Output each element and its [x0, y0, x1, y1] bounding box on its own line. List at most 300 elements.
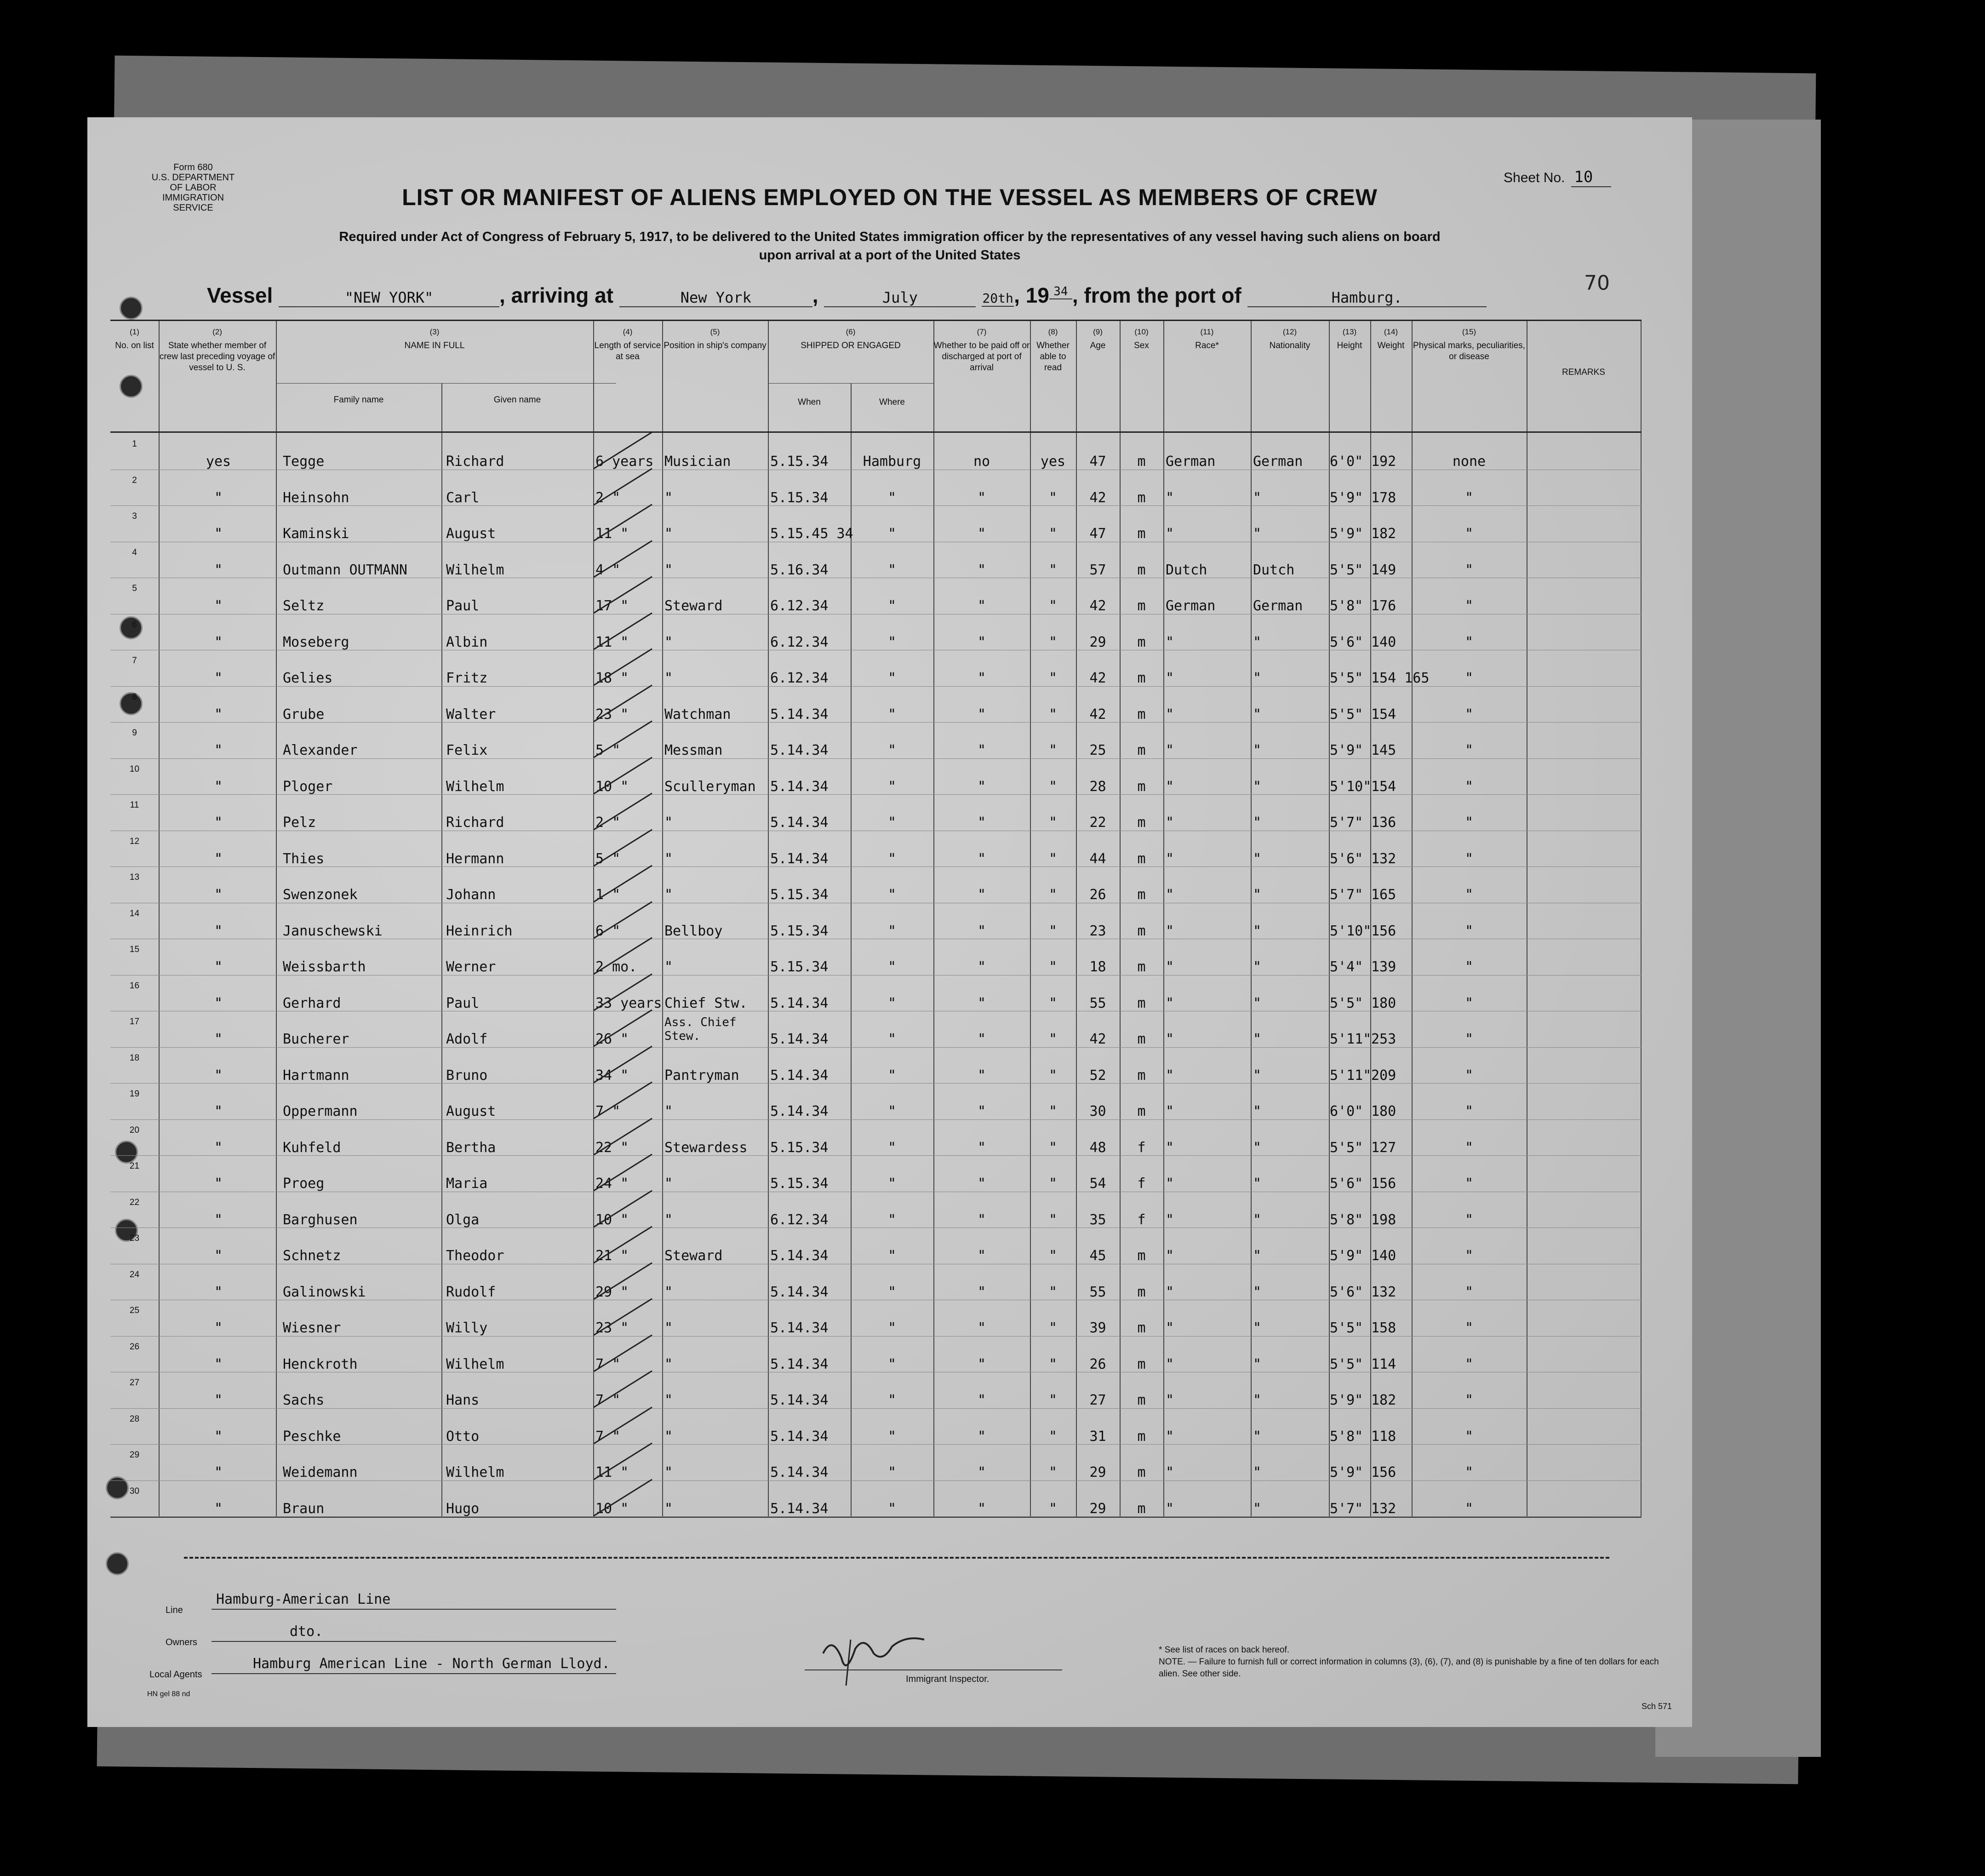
arrival-month: July: [824, 289, 976, 307]
header-number: (10): [1134, 327, 1149, 336]
row-number: 28: [129, 1414, 140, 1424]
cell-physical-marks: ": [1464, 1139, 1474, 1156]
line-underline: [212, 1609, 616, 1610]
header-given-name: Given name: [493, 395, 541, 405]
cell-state: ": [214, 706, 223, 723]
header-number: (3): [429, 327, 440, 336]
cell-paid-off: ": [977, 1103, 986, 1119]
table-row: [110, 1302, 1641, 1339]
cell-nationality: ": [1253, 670, 1262, 686]
cell-where: ": [887, 815, 897, 831]
cell-height: 5'8": [1330, 1211, 1363, 1228]
cell-where: ": [887, 1356, 897, 1372]
cell-nationality: ": [1253, 959, 1262, 975]
cell-height: 5'10": [1330, 923, 1372, 939]
cell-length-service: 33 years: [595, 995, 662, 1011]
cell-able-to-read: ": [1048, 634, 1058, 650]
table-row: [110, 436, 1641, 472]
cell-paid-off: ": [977, 815, 986, 831]
inspector-label: Immigrant Inspector.: [906, 1674, 990, 1684]
header-number: (7): [977, 327, 987, 336]
cell-position: ": [664, 1211, 673, 1228]
cell-race: ": [1166, 778, 1174, 795]
cell-family-name: Grube: [283, 706, 325, 723]
header-number: (11): [1200, 327, 1214, 336]
cell-sex: m: [1137, 453, 1146, 470]
cell-weight: 182: [1371, 526, 1396, 542]
header-race: [1163, 327, 1251, 351]
cell-paid-off: ": [977, 1464, 986, 1480]
departure-port: Hamburg.: [1247, 289, 1487, 307]
cell-given-name: Wilhelm: [446, 1464, 504, 1480]
header-number: (12): [1282, 327, 1297, 336]
form-department: U.S. DEPARTMENT OF LABOR: [151, 172, 235, 193]
cell-length-service: 24 ": [595, 1176, 629, 1192]
cell-height: 5'5": [1330, 995, 1363, 1011]
cell-sex: m: [1137, 742, 1146, 758]
table-row: [110, 653, 1641, 689]
cell-state: ": [214, 634, 223, 650]
cell-height: 5'5": [1330, 706, 1363, 723]
cell-able-to-read: ": [1048, 706, 1058, 723]
cell-state: ": [214, 742, 223, 758]
cell-race: ": [1166, 1103, 1174, 1119]
cell-paid-off: ": [977, 995, 986, 1011]
cell-length-service: 6 ": [595, 923, 621, 939]
cell-physical-marks: ": [1464, 1211, 1474, 1228]
cell-physical-marks: ": [1464, 815, 1474, 831]
cell-position: ": [664, 1320, 673, 1336]
page-title: LIST OR MANIFEST OF ALIENS EMPLOYED ON THE VESSEL AS MEMBERS OF CREW: [402, 184, 1378, 210]
cell-physical-marks: ": [1464, 1031, 1474, 1047]
cell-position: Steward: [664, 1248, 723, 1264]
row-number: 20: [129, 1125, 140, 1135]
cell-paid-off: ": [977, 1392, 986, 1408]
cell-state: ": [214, 1500, 223, 1517]
cell-when: 5.14.34: [770, 706, 829, 723]
cell-given-name: Fritz: [446, 670, 488, 686]
header-text: Race*: [1195, 341, 1219, 350]
cell-race: ": [1166, 489, 1174, 506]
cell-physical-marks: ": [1464, 634, 1474, 650]
cell-given-name: Willy: [446, 1320, 488, 1336]
header-text: SHIPPED OR ENGAGED: [801, 341, 901, 350]
cell-sex: m: [1137, 923, 1146, 939]
cell-race: ": [1166, 1248, 1174, 1264]
cell-physical-marks: ": [1464, 850, 1474, 867]
cell-given-name: Rudolf: [446, 1284, 496, 1300]
cell-physical-marks: ": [1464, 995, 1474, 1011]
header-text: No. on list: [115, 341, 154, 350]
vessel-label: Vessel: [207, 283, 273, 307]
cell-height: 5'9": [1330, 1248, 1363, 1264]
cell-state: ": [214, 1464, 223, 1480]
cell-length-service: 5 ": [595, 850, 621, 867]
cell-position: Chief Stw.: [664, 995, 748, 1011]
cell-position: Ass. Chief Stew.: [664, 1015, 737, 1043]
cell-able-to-read: ": [1048, 670, 1058, 686]
cell-paid-off: ": [977, 1211, 986, 1228]
cell-when: 5.14.34: [770, 850, 829, 867]
cell-where: ": [887, 562, 897, 578]
cell-state: ": [214, 1284, 223, 1300]
cell-weight: 178: [1371, 489, 1396, 506]
arriving-label: , arriving at: [499, 283, 614, 307]
agents-underline: [212, 1673, 616, 1674]
cell-age: 52: [1089, 1067, 1106, 1084]
cell-weight: 132: [1371, 1284, 1396, 1300]
cell-nationality: ": [1253, 1284, 1262, 1300]
cell-position: ": [664, 1176, 673, 1192]
cell-weight: 154 165: [1371, 670, 1430, 686]
cell-nationality: ": [1253, 1428, 1262, 1445]
cell-state: ": [214, 887, 223, 903]
cell-nationality: ": [1253, 634, 1262, 650]
cell-family-name: Oppermann: [283, 1103, 358, 1119]
cell-length-service: 2 mo.: [595, 959, 637, 975]
header-number: (6): [846, 327, 856, 336]
cell-length-service: 10 ": [595, 778, 629, 795]
row-number: 17: [129, 1017, 140, 1027]
table-row: [110, 617, 1641, 653]
cell-weight: 154: [1371, 706, 1396, 723]
cell-able-to-read: ": [1048, 1500, 1058, 1517]
subtitle-line-2: upon arrival at a port of the United States: [759, 248, 1021, 263]
cell-weight: 253: [1371, 1031, 1396, 1047]
cell-given-name: Albin: [446, 634, 488, 650]
cell-age: 48: [1089, 1139, 1106, 1156]
cell-physical-marks: ": [1464, 1103, 1474, 1119]
cell-nationality: ": [1253, 778, 1262, 795]
header-able-to-read: [1030, 327, 1076, 373]
row-number: 4: [132, 547, 137, 557]
cell-state: ": [214, 923, 223, 939]
cell-physical-marks: ": [1464, 706, 1474, 723]
cell-age: 28: [1089, 778, 1106, 795]
cell-able-to-read: ": [1048, 1392, 1058, 1408]
table-row: [110, 1339, 1641, 1375]
cell-age: 57: [1089, 562, 1106, 578]
cell-where: ": [887, 1067, 897, 1084]
cell-age: 47: [1089, 453, 1106, 470]
cell-state: ": [214, 1211, 223, 1228]
cell-length-service: 21 ": [595, 1248, 629, 1264]
cell-length-service: 22 ": [595, 1139, 629, 1156]
cell-where: ": [887, 1176, 897, 1192]
cell-able-to-read: ": [1048, 1139, 1058, 1156]
cell-able-to-read: ": [1048, 1428, 1058, 1445]
header-number: (4): [623, 327, 633, 336]
cell-when: 6.12.34: [770, 1211, 829, 1228]
table-row: [110, 761, 1641, 797]
cell-able-to-read: ": [1048, 1356, 1058, 1372]
cell-able-to-read: yes: [1040, 453, 1066, 470]
cell-where: ": [887, 1031, 897, 1047]
cell-where: ": [887, 850, 897, 867]
cell-able-to-read: ": [1048, 1211, 1058, 1228]
table-row: [110, 689, 1641, 725]
cell-height: 5'6": [1330, 634, 1363, 650]
cell-family-name: Henckroth: [283, 1356, 358, 1372]
cell-sex: m: [1137, 887, 1146, 903]
cell-position: ": [664, 887, 673, 903]
cell-able-to-read: ": [1048, 1031, 1058, 1047]
header-state-member: [159, 327, 276, 373]
cell-nationality: ": [1253, 1320, 1262, 1336]
cell-where: ": [887, 1500, 897, 1517]
cell-able-to-read: ": [1048, 1320, 1058, 1336]
cell-when: 6.12.34: [770, 634, 829, 650]
cell-given-name: Bruno: [446, 1067, 488, 1084]
sheet-number-value: 10: [1571, 168, 1611, 187]
row-number: 23: [129, 1233, 140, 1243]
header-paid-off: [933, 327, 1030, 373]
cell-given-name: Hugo: [446, 1500, 480, 1517]
row-number: 27: [129, 1378, 140, 1388]
cell-nationality: ": [1253, 1500, 1262, 1517]
cell-when: 5.14.34: [770, 1284, 829, 1300]
cell-where: ": [887, 995, 897, 1011]
cell-age: 42: [1089, 489, 1106, 506]
cell-given-name: Felix: [446, 742, 488, 758]
cell-when: 5.14.34: [770, 815, 829, 831]
cell-family-name: Bucherer: [283, 1031, 349, 1047]
cell-able-to-read: ": [1048, 923, 1058, 939]
header-when: When: [798, 397, 821, 407]
cell-physical-marks: ": [1464, 1248, 1474, 1264]
cell-state: ": [214, 670, 223, 686]
table-row: [110, 1447, 1641, 1483]
row-number: 18: [129, 1053, 140, 1063]
header-remarks: REMARKS: [1562, 367, 1605, 377]
cell-race: ": [1166, 1392, 1174, 1408]
vessel-name: "NEW YORK": [279, 289, 499, 307]
cell-height: 5'10": [1330, 778, 1372, 795]
header-text: Whether to be paid off or discharged at port of arrival: [933, 341, 1030, 373]
cell-where: ": [887, 1428, 897, 1445]
cell-length-service: 29 ": [595, 1284, 629, 1300]
cell-physical-marks: ": [1464, 1428, 1474, 1445]
cell-height: 5'8": [1330, 598, 1363, 614]
cell-able-to-read: ": [1048, 1067, 1058, 1084]
cell-sex: m: [1137, 706, 1146, 723]
row-number: 19: [129, 1089, 140, 1099]
table-row: [110, 1086, 1641, 1122]
table-row: [110, 1483, 1641, 1520]
cell-when: 5.14.34: [770, 1248, 829, 1264]
cell-sex: m: [1137, 815, 1146, 831]
cell-position: Bellboy: [664, 923, 723, 939]
cell-physical-marks: ": [1464, 742, 1474, 758]
cell-where: Hamburg: [863, 453, 921, 470]
cell-when: 5.14.34: [770, 1392, 829, 1408]
table-row: [110, 508, 1641, 545]
header-number: (15): [1462, 327, 1476, 336]
cell-family-name: Pelz: [283, 815, 316, 831]
row-number: 6: [132, 620, 137, 630]
cell-length-service: 18 ": [595, 670, 629, 686]
cell-when: 5.15.34: [770, 923, 829, 939]
cell-where: ": [887, 1248, 897, 1264]
cell-nationality: ": [1253, 887, 1262, 903]
cell-given-name: Werner: [446, 959, 496, 975]
cell-weight: 156: [1371, 923, 1396, 939]
cell-given-name: Wilhelm: [446, 1356, 504, 1372]
cell-sex: f: [1137, 1211, 1146, 1228]
cell-physical-marks: ": [1464, 1284, 1474, 1300]
cell-weight: 127: [1371, 1139, 1396, 1156]
footer-note: [1159, 1644, 1665, 1680]
cell-where: ": [887, 489, 897, 506]
cell-position: ": [664, 634, 673, 650]
from-port-label: , from the port of: [1072, 283, 1241, 307]
cell-weight: 140: [1371, 634, 1396, 650]
cell-weight: 180: [1371, 995, 1396, 1011]
cell-physical-marks: ": [1464, 1320, 1474, 1336]
cell-given-name: Theodor: [446, 1248, 504, 1264]
cell-length-service: 2 ": [595, 815, 621, 831]
table-row: [110, 580, 1641, 617]
cell-height: 5'8": [1330, 1428, 1363, 1445]
cell-able-to-read: ": [1048, 815, 1058, 831]
cell-family-name: Swenzonek: [283, 887, 358, 903]
cell-height: 5'9": [1330, 526, 1363, 542]
cell-sex: m: [1137, 1067, 1146, 1084]
cell-paid-off: ": [977, 1139, 986, 1156]
cell-age: 30: [1089, 1103, 1106, 1119]
cell-length-service: 6 years: [595, 453, 654, 470]
cell-race: ": [1166, 1464, 1174, 1480]
cell-paid-off: ": [977, 562, 986, 578]
table-row: [110, 472, 1641, 509]
header-sex: [1120, 327, 1163, 351]
cell-length-service: 11 ": [595, 634, 629, 650]
cell-age: 27: [1089, 1392, 1106, 1408]
cell-height: 5'7": [1330, 1500, 1363, 1517]
cell-sex: m: [1137, 995, 1146, 1011]
cell-race: ": [1166, 1320, 1174, 1336]
row-number: 5: [132, 584, 137, 593]
cell-state: yes: [206, 453, 231, 470]
header-nationality: [1251, 327, 1329, 351]
cell-where: ": [887, 923, 897, 939]
cell-length-service: 7 ": [595, 1428, 621, 1445]
header-text: Physical marks, peculiarities, or disease: [1413, 341, 1525, 361]
cell-family-name: Seltz: [283, 598, 325, 614]
cell-nationality: ": [1253, 1211, 1262, 1228]
cell-height: 5'9": [1330, 1392, 1363, 1408]
cell-when: 5.15.34: [770, 887, 829, 903]
cell-nationality: ": [1253, 995, 1262, 1011]
cell-nationality: ": [1253, 742, 1262, 758]
cell-length-service: 7 ": [595, 1103, 621, 1119]
cell-nationality: Dutch: [1253, 562, 1295, 578]
cell-paid-off: ": [977, 923, 986, 939]
cell-where: ": [887, 742, 897, 758]
cell-sex: m: [1137, 1464, 1146, 1480]
cell-given-name: Paul: [446, 598, 480, 614]
cell-where: ": [887, 706, 897, 723]
line-value: Hamburg-American Line: [216, 1591, 391, 1607]
year-prefix: , 19: [1014, 283, 1049, 307]
punch-hole: [120, 297, 143, 320]
cell-physical-marks: ": [1464, 598, 1474, 614]
cell-paid-off: ": [977, 526, 986, 542]
cell-weight: 132: [1371, 1500, 1396, 1517]
cell-state: ": [214, 562, 223, 578]
cell-age: 39: [1089, 1320, 1106, 1336]
cell-position: ": [664, 670, 673, 686]
cell-state: ": [214, 1428, 223, 1445]
cell-physical-marks: ": [1464, 959, 1474, 975]
table-row: [110, 1411, 1641, 1447]
cell-paid-off: ": [977, 706, 986, 723]
table-row: [110, 906, 1641, 942]
cell-physical-marks: ": [1464, 562, 1474, 578]
cell-nationality: ": [1253, 1031, 1262, 1047]
cell-age: 31: [1089, 1428, 1106, 1445]
cell-able-to-read: ": [1048, 1464, 1058, 1480]
cell-height: 5'9": [1330, 742, 1363, 758]
cell-weight: 182: [1371, 1392, 1396, 1408]
table-row: [110, 797, 1641, 833]
cell-age: 42: [1089, 706, 1106, 723]
table-row: [110, 545, 1641, 581]
cell-height: 5'5": [1330, 562, 1363, 578]
cell-where: ": [887, 1211, 897, 1228]
header-name-in-full: [276, 327, 593, 351]
cell-age: 18: [1089, 959, 1106, 975]
cell-race: ": [1166, 634, 1174, 650]
cell-family-name: Thies: [283, 850, 325, 867]
cell-given-name: August: [446, 1103, 496, 1119]
cell-physical-marks: ": [1464, 923, 1474, 939]
cell-length-service: 10 ": [595, 1211, 629, 1228]
cell-race: ": [1166, 1139, 1174, 1156]
cell-height: 5'7": [1330, 815, 1363, 831]
cell-family-name: Weissbarth: [283, 959, 366, 975]
cell-position: ": [664, 1103, 673, 1119]
arrival-year: 34: [1049, 285, 1072, 299]
cell-sex: m: [1137, 634, 1146, 650]
cell-physical-marks: ": [1464, 1356, 1474, 1372]
cell-able-to-read: ": [1048, 1248, 1058, 1264]
cell-length-service: 1 ": [595, 887, 621, 903]
cell-when: 5.14.34: [770, 995, 829, 1011]
cell-state: ": [214, 1067, 223, 1084]
row-number: 1: [132, 439, 137, 449]
cell-family-name: Sachs: [283, 1392, 325, 1408]
cell-family-name: Proeg: [283, 1176, 325, 1192]
cell-age: 42: [1089, 670, 1106, 686]
cell-physical-marks: ": [1464, 1176, 1474, 1192]
cell-given-name: Hans: [446, 1392, 480, 1408]
cell-position: Watchman: [664, 706, 731, 723]
table-row: [110, 833, 1641, 870]
cell-given-name: Paul: [446, 995, 480, 1011]
schedule-number: Sch 571: [1642, 1702, 1672, 1711]
cell-position: ": [664, 815, 673, 831]
cell-where: ": [887, 1464, 897, 1480]
cell-height: 5'11": [1330, 1031, 1372, 1047]
cell-family-name: Ploger: [283, 778, 333, 795]
cell-family-name: Weidemann: [283, 1464, 358, 1480]
cell-where: ": [887, 598, 897, 614]
cell-age: 29: [1089, 1464, 1106, 1480]
races-note: * See list of races on back hereof.: [1159, 1645, 1290, 1655]
cell-height: 6'0": [1330, 1103, 1363, 1119]
table-row: [110, 1014, 1641, 1050]
